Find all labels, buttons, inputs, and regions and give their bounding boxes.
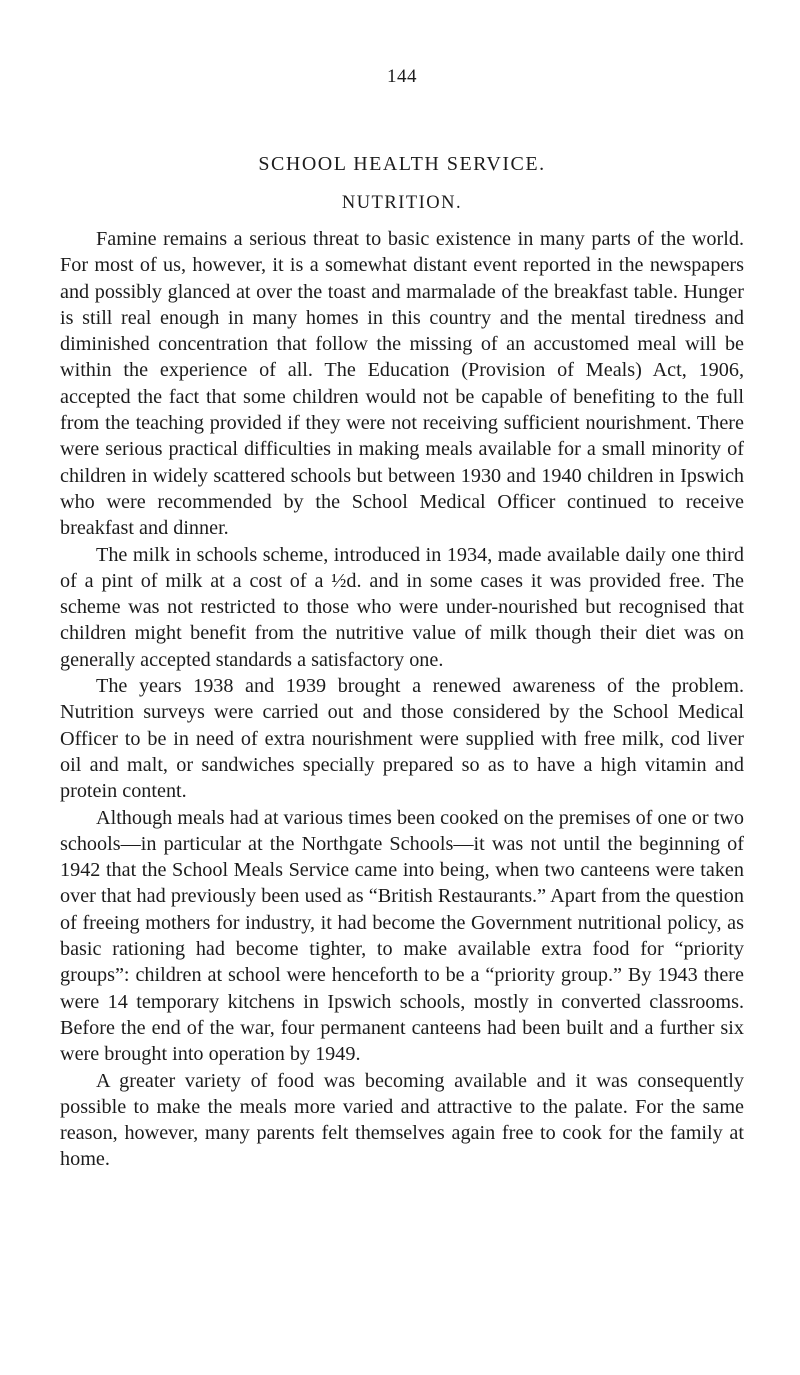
section-title: SCHOOL HEALTH SERVICE. [258,153,546,175]
paragraph-food-variety: A greater variety of food was becoming available and it was consequently possible to make the meals more varied and attractive to the palate. For the same reason, however, many parents felt themselves again free to cook for the family at home. [60,1069,744,1171]
paragraph-milk-scheme: The milk in schools scheme, introduced in 1934, made available daily one third of a pint of milk at a cost of a ½d. and in some cases it was provided free. The scheme was not restricted to those who were under-nourished but recognised that children might benefit from the nutritive value of milk though their diet was on generally accepted standards a satisfactory one. [60,543,744,671]
paragraph-school-meals-service: Although meals had at various times been cooked on the premises of one or two schools—in particular at the Northgate Schools—it was not until the beginning of 1942 that the School Meals Service came into being, when two canteens were taken over that had previously been used as “British Restaurants.” Apart from the question of freeing mothers for industry, it had become the Government nutritional policy, as basic rationing had become tighter, to make available extra food for “priority groups”: children at school were henceforth to be a “priority group.” By 1943 there were 14 temporary kitchens in Ipswich schools, mostly in converted classrooms. Before the end of the war, four permanent canteens had been built and a further six were brought into operation by 1949. [60,806,744,1066]
body-text [60,226,744,1173]
paragraph-nutrition-surveys: The years 1938 and 1939 brought a renewed awareness of the problem. Nutrition surveys were carried out and those considered by the School Medical Officer to be in need of extra nourishment were supplied with free milk, cod liver oil and malt, or sandwiches specially prepared so as to have a high vitamin and protein content. [60,675,744,803]
page-number: 144 [387,66,417,87]
paragraph-famine: Famine remains a serious threat to basic existence in many parts of the world. For most of us, however, it is a somewhat distant event reported in the newspapers and possibly glanced at over the toast and marmalade of the breakfast table. Hunger is still real enough in many homes in this country and the mental tiredness and diminished concentration that follow the missing of an accustomed meal will be within the experience of all. The Education (Provision of Meals) Act, 1906, accepted the fact that some children would not be capable of benefiting to the full from the teaching provided if they were not receiving sufficient nourishment. There were serious practical difficulties in making meals available for a small minority of children in widely scattered schools but between 1930 and 1940 children in Ipswich who were recommended by the School Medical Officer continued to receive breakfast and dinner. [60,228,744,540]
subsection-title: NUTRITION. [341,193,463,213]
